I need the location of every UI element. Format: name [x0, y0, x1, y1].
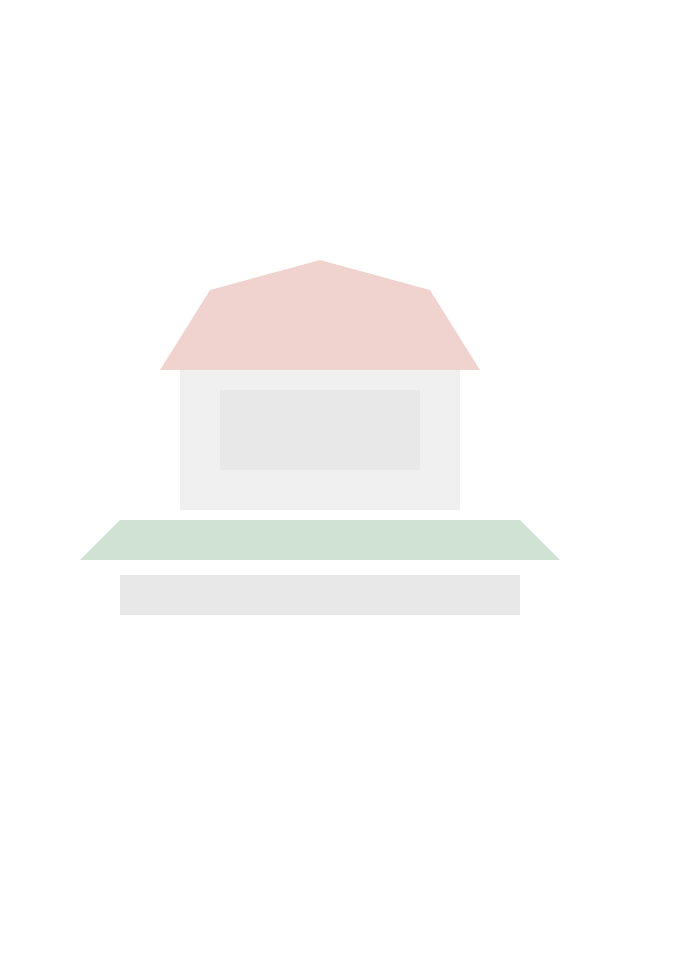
decorative-border-bottom	[8, 920, 689, 946]
decorative-border-left	[8, 34, 34, 918]
decorative-border-top	[8, 6, 689, 32]
seal-stamp	[400, 582, 500, 614]
handwritten-reply	[385, 380, 595, 570]
decorative-border-right	[663, 34, 689, 918]
